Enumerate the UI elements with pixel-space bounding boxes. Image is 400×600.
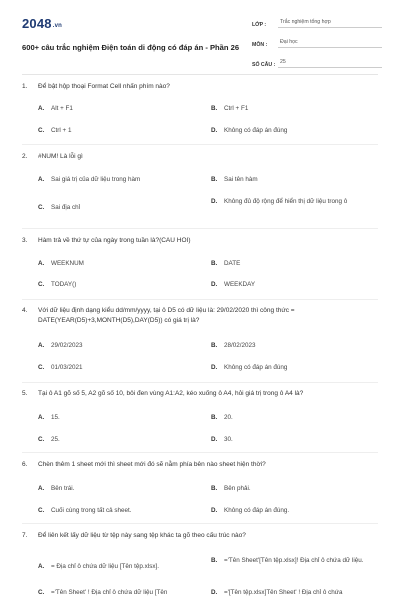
option-text: Bên phải. — [224, 485, 251, 492]
question-text: Tại ô A1 gõ số 5, A2 gõ số 10, bôi đen vùng A1:A2, kéo xuống ô A4, hỏi giá trị trong ô A4 là? — [38, 390, 304, 397]
question-7 — [22, 531, 378, 596]
option-d[interactable] — [211, 506, 374, 515]
option-b[interactable] — [211, 259, 374, 268]
question-number: 7. — [22, 532, 28, 539]
page-header — [22, 14, 382, 76]
option-letter: C. — [38, 589, 45, 596]
option-text: = Địa chỉ ô chứa dữ liệu [Tên tệp.xlsx]. — [51, 563, 160, 570]
question-text: Để bật hộp thoại Format Cell nhấn phím nào? — [38, 83, 170, 90]
page-title: 600+ câu trắc nghiệm Điện toán di động có đáp án - Phần 26 — [22, 43, 240, 52]
option-b[interactable] — [211, 104, 374, 113]
question-number: 6. — [22, 461, 28, 468]
option-text: DATE — [224, 260, 241, 267]
question-3 — [22, 236, 378, 288]
question-1 — [22, 82, 378, 134]
option-text: Ctrl + 1 — [51, 127, 72, 134]
option-letter: D. — [211, 281, 218, 288]
logo-suffix: .vn — [52, 23, 63, 29]
question-text: Chèn thêm 1 sheet mới thì sheet mới đó sẽ nằm phía bên nào sheet hiện thời? — [38, 461, 266, 468]
option-text: WEEKNUM — [51, 260, 84, 267]
option-d[interactable] — [211, 435, 374, 444]
option-letter: D. — [211, 436, 218, 443]
option-a[interactable] — [38, 341, 201, 350]
option-text: Không có đáp án đúng. — [224, 507, 290, 514]
option-text: 28/02/2023 — [224, 342, 256, 349]
meta-row-subject — [252, 34, 382, 48]
option-text: Cuối cùng trong tất cả sheet. — [51, 507, 132, 514]
question-5 — [22, 389, 378, 443]
option-letter: A. — [38, 176, 45, 183]
option-letter: B. — [211, 485, 218, 492]
meta-info — [252, 14, 382, 74]
option-text: ='[Tên tệp.xlsx]Tên Sheet' ! Địa chỉ ô chứa — [224, 589, 343, 596]
option-c[interactable] — [38, 126, 201, 135]
question-number: 1. — [22, 83, 28, 90]
meta-value: Đại học — [278, 39, 382, 48]
option-text: WEEKDAY — [224, 281, 256, 288]
option-text: Không có đáp án đúng — [224, 364, 288, 371]
option-c[interactable] — [38, 203, 201, 212]
option-b[interactable] — [211, 484, 374, 493]
option-text: 15. — [51, 414, 60, 421]
option-a[interactable] — [38, 562, 201, 571]
option-text: Alt + F1 — [51, 105, 73, 112]
option-letter: B. — [211, 176, 218, 183]
option-text: 25. — [51, 436, 60, 443]
question-separator — [22, 452, 378, 453]
option-a[interactable] — [38, 104, 201, 113]
site-logo[interactable] — [22, 16, 62, 31]
option-b[interactable] — [211, 341, 374, 350]
option-text: 29/02/2023 — [51, 342, 83, 349]
meta-label: LỚP : — [252, 22, 267, 28]
question-4 — [22, 306, 378, 371]
option-letter: C. — [38, 281, 45, 288]
option-c[interactable] — [38, 363, 201, 372]
header-divider — [22, 74, 378, 75]
option-d[interactable] — [211, 126, 374, 135]
option-d[interactable] — [211, 280, 374, 289]
meta-row-class — [252, 14, 382, 28]
option-b[interactable] — [211, 413, 374, 422]
option-letter: B. — [211, 105, 218, 112]
option-letter: B. — [211, 414, 218, 421]
option-text: 30. — [224, 436, 233, 443]
option-letter: D. — [211, 364, 218, 371]
question-separator — [22, 382, 378, 383]
question-text: Với dữ liệu định dạng kiểu dd/mm/yyyy, tại ô D5 có dữ liệu là: 29/02/2020 thì công thức = DATE(YEAR(D5)+3,MONTH(D5),DAY(D5)) có giá trị là? — [38, 307, 295, 324]
option-letter: D. — [211, 589, 218, 596]
option-a[interactable] — [38, 175, 201, 184]
option-letter: B. — [211, 260, 218, 267]
option-a[interactable] — [38, 413, 201, 422]
question-separator — [22, 144, 378, 145]
meta-row-count — [252, 54, 382, 68]
option-text: Sai địa chỉ — [51, 204, 81, 211]
option-a[interactable] — [38, 259, 201, 268]
question-number: 3. — [22, 237, 28, 244]
option-text: ='Tên Sheet'[Tên tệp.xlsx]! Địa chỉ ô chứa dữ liệu. — [224, 557, 364, 564]
question-separator — [22, 299, 378, 300]
meta-value: 25 — [278, 59, 382, 68]
question-text: Hàm trả về thứ tự của ngày trong tuần là?(CAU HOI) — [38, 237, 191, 244]
option-d[interactable] — [211, 363, 374, 372]
option-letter: C. — [38, 127, 45, 134]
option-letter: A. — [38, 342, 45, 349]
option-text: 20. — [224, 414, 233, 421]
option-letter: A. — [38, 563, 45, 570]
question-2 — [22, 152, 378, 211]
option-text: Không đủ độ rộng để hiển thị dữ liệu trong ô — [224, 198, 348, 205]
option-text: Không có đáp án đúng — [224, 127, 288, 134]
option-letter: B. — [211, 557, 218, 564]
question-text: Để liên kết lấy dữ liệu từ tệp này sang tệp khác ta gõ theo cấu trúc nào? — [38, 532, 246, 539]
question-separator — [22, 228, 378, 229]
option-letter: C. — [38, 204, 45, 211]
option-text: Sai giá trị của dữ liệu trong hàm — [51, 176, 141, 183]
question-number: 5. — [22, 390, 28, 397]
meta-label: SỐ CÂU : — [252, 62, 276, 68]
meta-label: MÔN : — [252, 42, 268, 48]
option-letter: D. — [211, 127, 218, 134]
question-number: 4. — [22, 307, 28, 314]
option-letter: D. — [211, 198, 218, 205]
question-6 — [22, 460, 378, 514]
option-b[interactable] — [211, 175, 374, 184]
option-letter: A. — [38, 414, 45, 421]
option-text: ='Tên Sheet' ! Địa chỉ ô chứa dữ liệu [Tên — [51, 589, 168, 596]
option-letter: A. — [38, 105, 45, 112]
option-letter: B. — [211, 342, 218, 349]
option-letter: D. — [211, 507, 218, 514]
option-letter: C. — [38, 436, 45, 443]
option-text: Ctrl + F1 — [224, 105, 249, 112]
meta-value: Trắc nghiệm tổng hợp — [278, 19, 382, 28]
question-text: #NUM! Là lỗi gì — [38, 153, 83, 160]
option-c[interactable] — [38, 435, 201, 444]
option-letter: A. — [38, 485, 45, 492]
option-letter: A. — [38, 260, 45, 267]
option-a[interactable] — [38, 484, 201, 493]
option-text: TODAY() — [51, 281, 77, 288]
question-number: 2. — [22, 153, 28, 160]
option-c[interactable] — [38, 588, 201, 597]
logo-text: 2048 — [22, 16, 52, 31]
question-separator — [22, 523, 378, 524]
option-d[interactable] — [211, 588, 374, 597]
option-text: Sai tên hàm — [224, 176, 258, 183]
option-text: 01/03/2021 — [51, 364, 83, 371]
option-c[interactable] — [38, 280, 201, 289]
option-c[interactable] — [38, 506, 201, 515]
option-letter: C. — [38, 364, 45, 371]
option-b[interactable] — [211, 556, 374, 565]
option-d[interactable] — [211, 197, 374, 206]
option-letter: C. — [38, 507, 45, 514]
option-text: Bên trái. — [51, 485, 75, 492]
